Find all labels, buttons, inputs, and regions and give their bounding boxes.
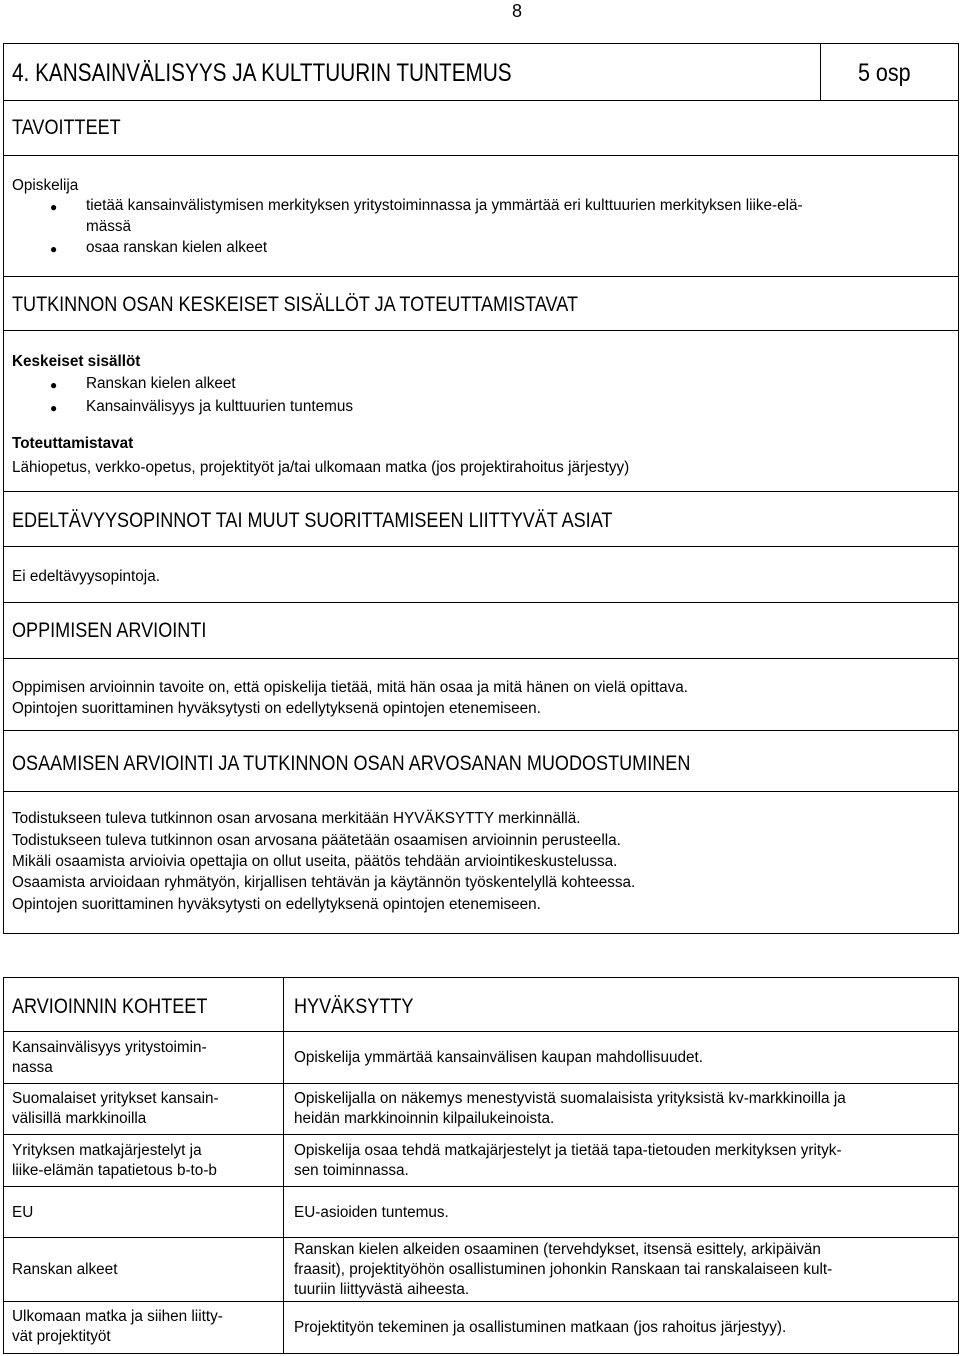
page-number: 8 — [512, 1, 523, 21]
bullet-icon: ● — [50, 200, 58, 214]
bullet-icon: ● — [50, 378, 58, 392]
grading-line: Opintojen suorittaminen hyväksytysti on edellytyksenä opintojen etenemiseen. — [12, 896, 541, 913]
table-cell-criterion: Opiskelija ymmärtää kansainvälisen kaupan mahdollisuudet. — [294, 1049, 703, 1066]
methods-title: Toteuttamistavat — [12, 435, 134, 452]
table-column-divider — [283, 977, 284, 1354]
methods-text: Lähiopetus, verkko-opetus, projektityöt ja/tai ulkomaan matka (jos projektirahoitus järjestyy) — [12, 459, 630, 476]
core-content-item: Kansainvälisyys ja kulttuurien tuntemus — [86, 398, 353, 415]
table-row-divider — [3, 1134, 958, 1135]
table-row-divider — [3, 1031, 958, 1032]
prerequisites-heading: EDELTÄVYYSOPINNOT TAI MUUT SUORITTAMISEEN LIITTYVÄT ASIAT — [12, 509, 613, 532]
grading-line: Mikäli osaamista arvioivia opettajia on ollut useita, päätös tehdään arviointikeskustelussa. — [12, 853, 618, 870]
table-cell-criterion: Opiskelija osaa tehdä matkajärjestelyt ja tietää tapa-tietouden merkityksen yrityk- sen toiminnassa. — [294, 1142, 842, 1179]
table-header-accepted: HYVÄKSYTTY — [294, 995, 414, 1018]
table-cell-criterion: EU-asioiden tuntemus. — [294, 1204, 449, 1221]
table-cell-target: Ulkomaan matka ja siihen liitty- vät projektityöt — [12, 1308, 223, 1345]
bullet-icon: ● — [50, 242, 58, 256]
table-row-divider — [3, 1301, 958, 1302]
table-header-targets: ARVIOINNIN KOHTEET — [12, 995, 208, 1018]
table-cell-target: Ranskan alkeet — [12, 1261, 118, 1278]
prerequisites-text: Ei edeltävyysopintoja. — [12, 568, 160, 585]
table-row-divider — [3, 1083, 958, 1084]
table-cell-criterion: Opiskelijalla on näkemys menestyvistä suomalaisista yrityksistä kv-markkinoilla ja heidän markkinoinnin kilpailukeinoista. — [294, 1090, 846, 1127]
goal-item: tietää kansainvälistymisen merkityksen yritystoiminnassa ja ymmärtää eri kulttuurien merkityksen liike-elä- — [86, 197, 803, 214]
table-cell-target: Kansainvälisyys yritystoimin- nassa — [12, 1039, 207, 1076]
table-row-divider — [3, 1186, 958, 1187]
core-content-title: Keskeiset sisällöt — [12, 353, 141, 370]
bullet-icon: ● — [50, 401, 58, 415]
assessment-line: Opintojen suorittaminen hyväksytysti on edellytyksenä opintojen etenemiseen. — [12, 700, 541, 717]
table-cell-criterion: Projektityön tekeminen ja osallistuminen matkaan (jos rahoitus järjestyy). — [294, 1319, 787, 1336]
row-divider — [3, 546, 958, 547]
content-heading: TUTKINNON OSAN KESKEISET SISÄLLÖT JA TOTEUTTAMISTAVAT — [12, 293, 579, 316]
grading-heading: OSAAMISEN ARVIOINTI JA TUTKINNON OSAN ARVOSANAN MUODOSTUMINEN — [12, 752, 691, 775]
table-cell-target: Yrityksen matkajärjestelyt ja liike-elämän tapatietous b-to-b — [12, 1142, 217, 1179]
row-divider — [3, 658, 958, 659]
table-cell-target: EU — [12, 1204, 34, 1221]
grading-line: Todistukseen tuleva tutkinnon osan arvosana merkitään HYVÄKSYTTY merkinnällä. — [12, 810, 581, 827]
core-content-item: Ranskan kielen alkeet — [86, 375, 236, 392]
assessment-heading: OPPIMISEN ARVIOINTI — [12, 619, 207, 642]
goals-intro: Opiskelija — [12, 177, 79, 194]
assessment-line: Oppimisen arvioinnin tavoite on, että opiskelija tietää, mitä hän osaa ja mitä hänen on vielä opittava. — [12, 679, 689, 696]
goal-item-continued: mässä — [86, 218, 132, 235]
table-cell-target: Suomalaiset yritykset kansain- välisillä markkinoilla — [12, 1090, 219, 1127]
row-divider — [3, 100, 958, 101]
row-divider — [3, 491, 958, 492]
row-divider — [3, 330, 958, 331]
row-divider — [3, 276, 958, 277]
module-title: 4. KANSAINVÄLISYYS JA KULTTUURIN TUNTEMUS — [12, 59, 512, 87]
title-divider — [820, 43, 821, 100]
goals-heading: TAVOITTEET — [12, 116, 121, 139]
table-row-divider — [3, 1237, 958, 1238]
row-divider — [3, 730, 958, 731]
goal-item: osaa ranskan kielen alkeet — [86, 239, 268, 256]
row-divider — [3, 155, 958, 156]
module-credits: 5 osp — [858, 59, 911, 87]
grading-line: Osaamista arvioidaan ryhmätyön, kirjallisen tehtävän ja käytännön työskentelyllä kohteessa. — [12, 874, 636, 891]
table-cell-criterion: Ranskan kielen alkeiden osaaminen (tervehdykset, itsensä esittely, arkipäivän fraasit), projektityöhön osallistuminen johonkin Ranskaan tai ranskalaiseen kult- tuuriin liittyvästä aiheesta. — [294, 1241, 833, 1298]
row-divider — [3, 602, 958, 603]
grading-line: Todistukseen tuleva tutkinnon osan arvosana päätetään osaamisen arvioinnin perusteella. — [12, 832, 621, 849]
row-divider — [3, 791, 958, 792]
module-box — [3, 43, 959, 934]
